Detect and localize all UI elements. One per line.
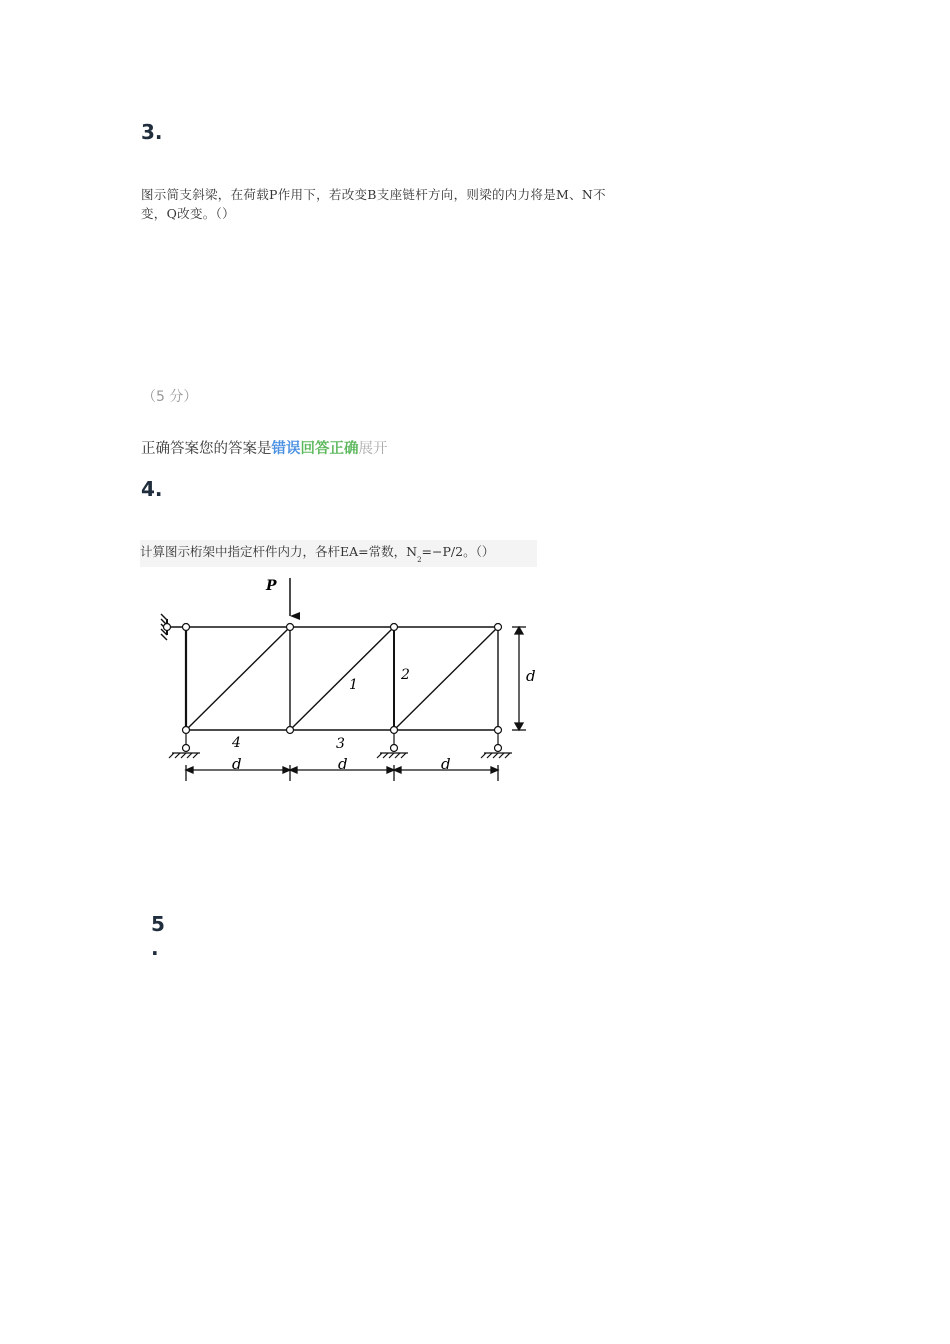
- diagonal-member: [186, 627, 290, 730]
- question-3-text: [141, 185, 606, 223]
- question-5-number: [151, 912, 165, 960]
- height-dimension: [512, 627, 526, 730]
- question-4-number: 4.: [141, 477, 163, 501]
- span-dim-label-1: d: [232, 755, 242, 773]
- answer-wrong: 错误: [271, 441, 301, 457]
- member-label-3: 3: [336, 736, 345, 752]
- question-4-text-before: 计算图示桁架中指定杆件内力，各杆EA=常数，N: [140, 544, 418, 559]
- truss-figure: [140, 570, 540, 785]
- question-3-number: 3.: [141, 120, 163, 144]
- question-3-line-2: 变，Q改变。（）: [141, 206, 235, 221]
- span-dim-label-3: d: [441, 755, 451, 773]
- span-dim-label-2: d: [338, 755, 348, 773]
- member-label-2: 2: [401, 667, 410, 683]
- member-1: [290, 627, 394, 730]
- question-4-subscript: 2: [417, 556, 422, 564]
- answer-correct-status: 回答正确: [300, 441, 359, 457]
- question-5-number-line-2: .: [151, 936, 159, 960]
- member-label-1: 1: [349, 677, 358, 693]
- question-5-number-line-1: 5: [151, 912, 165, 936]
- question-4-text-after: =−P/2。（）: [421, 544, 495, 559]
- expand-link[interactable]: 展开: [358, 441, 388, 457]
- question-3-answer: [141, 437, 388, 458]
- question-4-text: [140, 540, 537, 567]
- answer-prefix: 正确答案您的答案是: [141, 441, 272, 457]
- load-label: P: [266, 578, 277, 594]
- question-3-line-1: 图示简支斜梁，在荷载P作用下，若改变B支座链杆方向，则梁的内力将是M、N不: [141, 187, 606, 202]
- question-3-score: （5 分）: [142, 389, 198, 405]
- height-dim-label: d: [526, 667, 536, 685]
- member-label-4: 4: [232, 735, 241, 751]
